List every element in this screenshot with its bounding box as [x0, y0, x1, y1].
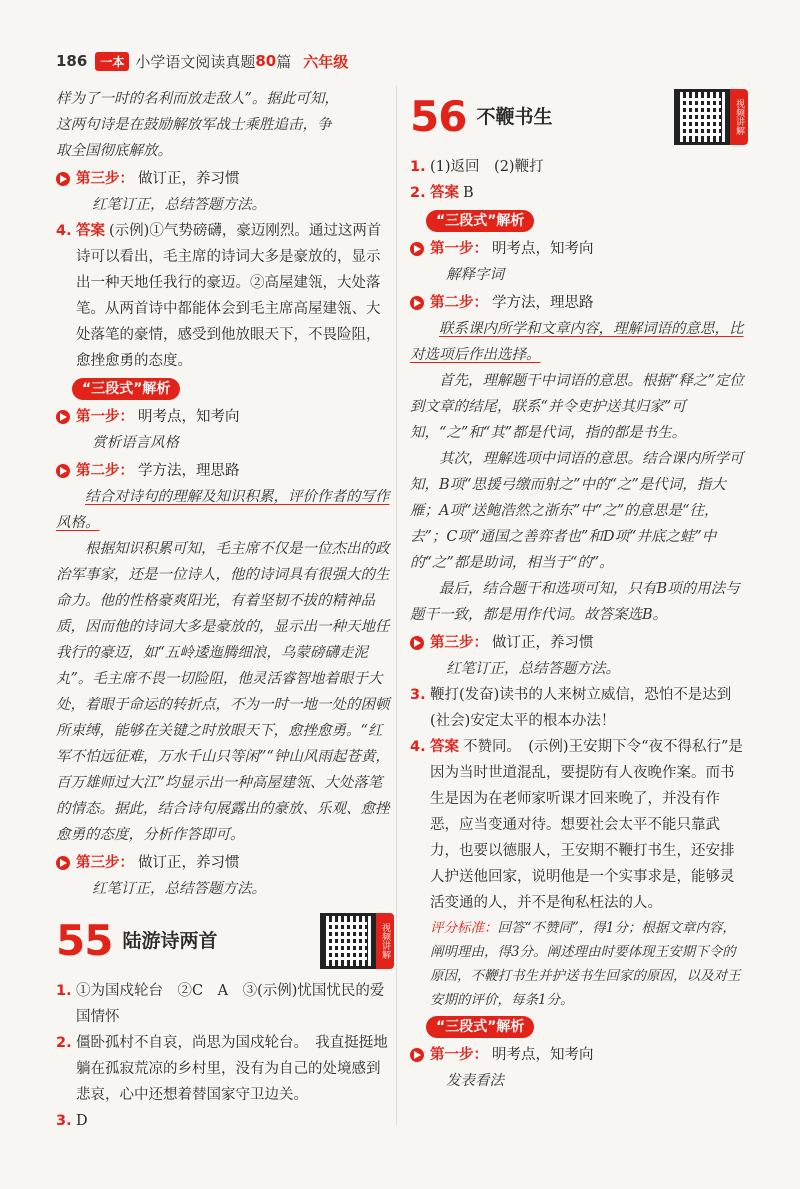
book-title-a: 小学语文阅读真题 — [135, 52, 256, 71]
step3-heading: 第三步： 做订正，养习惯 — [56, 166, 394, 192]
arrow-icon — [56, 464, 70, 478]
arrow-icon — [56, 856, 70, 870]
section-56-heading — [410, 86, 748, 148]
arrow-icon — [56, 410, 70, 424]
question-1: 1. (1)返回 (2)鞭打 — [410, 159, 544, 175]
step1-body: 解释字词 — [446, 267, 504, 283]
step2-para: 首先，理解题干中词语的意思。根据“释之”定位到文章的结尾，联系“并令吏护送其归家”可知，“之”和“其”都是代词，指的都是书生。 — [410, 373, 744, 441]
step3-body: 红笔订正，总结答题方法。 — [92, 197, 266, 213]
analysis-badge: “三段式”解析 — [72, 378, 180, 400]
grade-label: 六年级 — [303, 52, 349, 71]
question-4: 4. 答案 不赞同。 (示例)王安期下令“夜不得私行”是因为当时世道混乱，要提防有人夜晚作案。而书生是因为在老师家听课才回来晚了，并没有作恶，应当变通对待。想要社会太平不能只靠武力，也要以德服人，王安期不鞭打书生，还安排人护送他回家，说明他是一个实事求是，能够灵活变通的人，并不是徇私枉法的人。 — [410, 739, 743, 911]
step1-heading: 第一步： 明考点，知考向 — [410, 236, 748, 262]
step2-method: 联系课内所学和文章内容，理解词语的意思，比对选项后作出选择。 — [410, 321, 744, 363]
arrow-icon — [410, 636, 424, 650]
step1-body: 赏析语言风格 — [92, 435, 179, 451]
qr-code-icon[interactable] — [674, 89, 730, 145]
book-title-b: 篇 — [276, 52, 292, 71]
section-number: 56 — [410, 92, 467, 141]
step1-heading: 第一步： 明考点，知考向 — [410, 1042, 748, 1068]
intro-line: 这两句诗是在鼓励解放军战士乘胜追击，争 — [56, 117, 332, 133]
arrow-icon — [410, 242, 424, 256]
step2-heading: 第二步： 学方法，理思路 — [410, 290, 748, 316]
step3-body: 红笔订正，总结答题方法。 — [446, 661, 620, 677]
section-55-heading — [56, 910, 394, 972]
section-number: 55 — [56, 916, 113, 965]
question-4: 4. 答案 (示例)①气势磅礴，豪迈刚烈。通过这两首诗可以看出，毛主席的诗词大多是豪放的，显示出一种天地任我行的豪迈。②高屋建瓴，大处落笔。从两首诗中都能体会到毛主席高屋建瓴、大处落笔的豪情，感受到他放眼天下，不畏险阻，愈挫愈勇的态度。 — [56, 223, 382, 369]
analysis-badge: “三段式”解析 — [426, 210, 534, 232]
step1-heading: 第一步： 明考点，知考向 — [56, 404, 394, 430]
step2-heading: 第二步： 学方法，理思路 — [56, 458, 394, 484]
question-3: 3. 鞭打(发奋)读书的人来树立威信，恐怕不是达到(社会)安定太平的根本办法！ — [410, 687, 732, 729]
column-divider — [396, 86, 397, 1126]
question-2: 2. 答案 B — [410, 185, 474, 201]
video-tag: 视频讲解 — [376, 913, 394, 969]
s55-question-1: 1. ①为国戍轮台 ②C A ③(示例)忧国忧民的爱国情怀 — [56, 983, 385, 1025]
intro-line: 样为了一时的名利而放走敌人”。据此可知， — [56, 91, 339, 107]
step2-para: 最后，结合题干和选项可知，只有B项的用法与题干一致，都是用作代词。故答案选B。 — [410, 581, 740, 623]
qr-code-icon[interactable] — [320, 913, 376, 969]
s55-question-3: 3. D — [56, 1113, 88, 1129]
section-title: 陆游诗两首 — [122, 930, 218, 952]
section-title: 不鞭书生 — [476, 106, 553, 128]
step2-analysis: 根据知识积累可知，毛主席不仅是一位杰出的政治军事家，还是一位诗人，他的诗词具有很强大的生命力。他的性格豪爽阳光，有着坚韧不拔的精神品质，因而他的诗词大多是豪放的，显示出一种天地任我行的豪迈，如“五岭逶迤腾细浪，乌蒙磅礴走泥丸”。毛主席不畏一切险阻，他灵活睿智地着眼于大处，着眼于命运的转折点，不为一时一地一处的困顿所束缚，能够在关键之时放眼天下，愈挫愈勇。“红军不怕远征难，万水千山只等闲”“钟山风雨起苍黄，百万雄师过大江”均显示出一种高屋建瓴、大处落笔的情态。据此，结合诗句展露出的豪放、乐观、愈挫愈勇的态度，分析作答即可。 — [56, 541, 390, 843]
step2-para: 其次，理解选项中词语的意思。结合课内所学可知，B项“思援弓缴而射之”中的“之”是代词，指大雁；A项“送鲍浩然之浙东”中“之”的意思是“往，去”；C项“通国之善弈者也”和D项“井底之蛙”中的“之”都是助词，相当于“的”。 — [410, 451, 744, 571]
right-column — [410, 86, 748, 1094]
book-title-num: 80 — [255, 52, 277, 70]
page-number: 186 — [56, 52, 88, 70]
brand-logo: 一本 — [95, 52, 129, 71]
video-tag: 视频讲解 — [730, 89, 748, 145]
step3-body: 红笔订正，总结答题方法。 — [92, 881, 266, 897]
step3-heading: 第三步： 做订正，养习惯 — [56, 850, 394, 876]
arrow-icon — [410, 1048, 424, 1062]
analysis-badge: “三段式”解析 — [426, 1016, 534, 1038]
step3-heading: 第三步： 做订正，养习惯 — [410, 630, 748, 656]
page-header — [56, 48, 756, 74]
step1-body: 发表看法 — [446, 1073, 504, 1089]
left-column — [56, 86, 394, 1134]
intro-line: 取全国彻底解放。 — [56, 143, 172, 159]
step2-method: 结合对诗句的理解及知识积累，评价作者的写作风格。 — [56, 489, 390, 531]
arrow-icon — [56, 172, 70, 186]
scoring-standard: 评分标准：回答“不赞同”，得1分；根据文章内容，阐明理由，得3分。阐述理由时要体现王安期下令的原因，不鞭打书生并护送书生回家的原因，以及对王安期的评价，每条1分。 — [430, 920, 741, 1008]
arrow-icon — [410, 296, 424, 310]
s55-question-2: 2. 僵卧孤村不自哀，尚思为国戍轮台。 我直挺挺地躺在孤寂荒凉的乡村里，没有为自己的处境感到悲哀，心中还想着替国家守卫边关。 — [56, 1035, 388, 1103]
